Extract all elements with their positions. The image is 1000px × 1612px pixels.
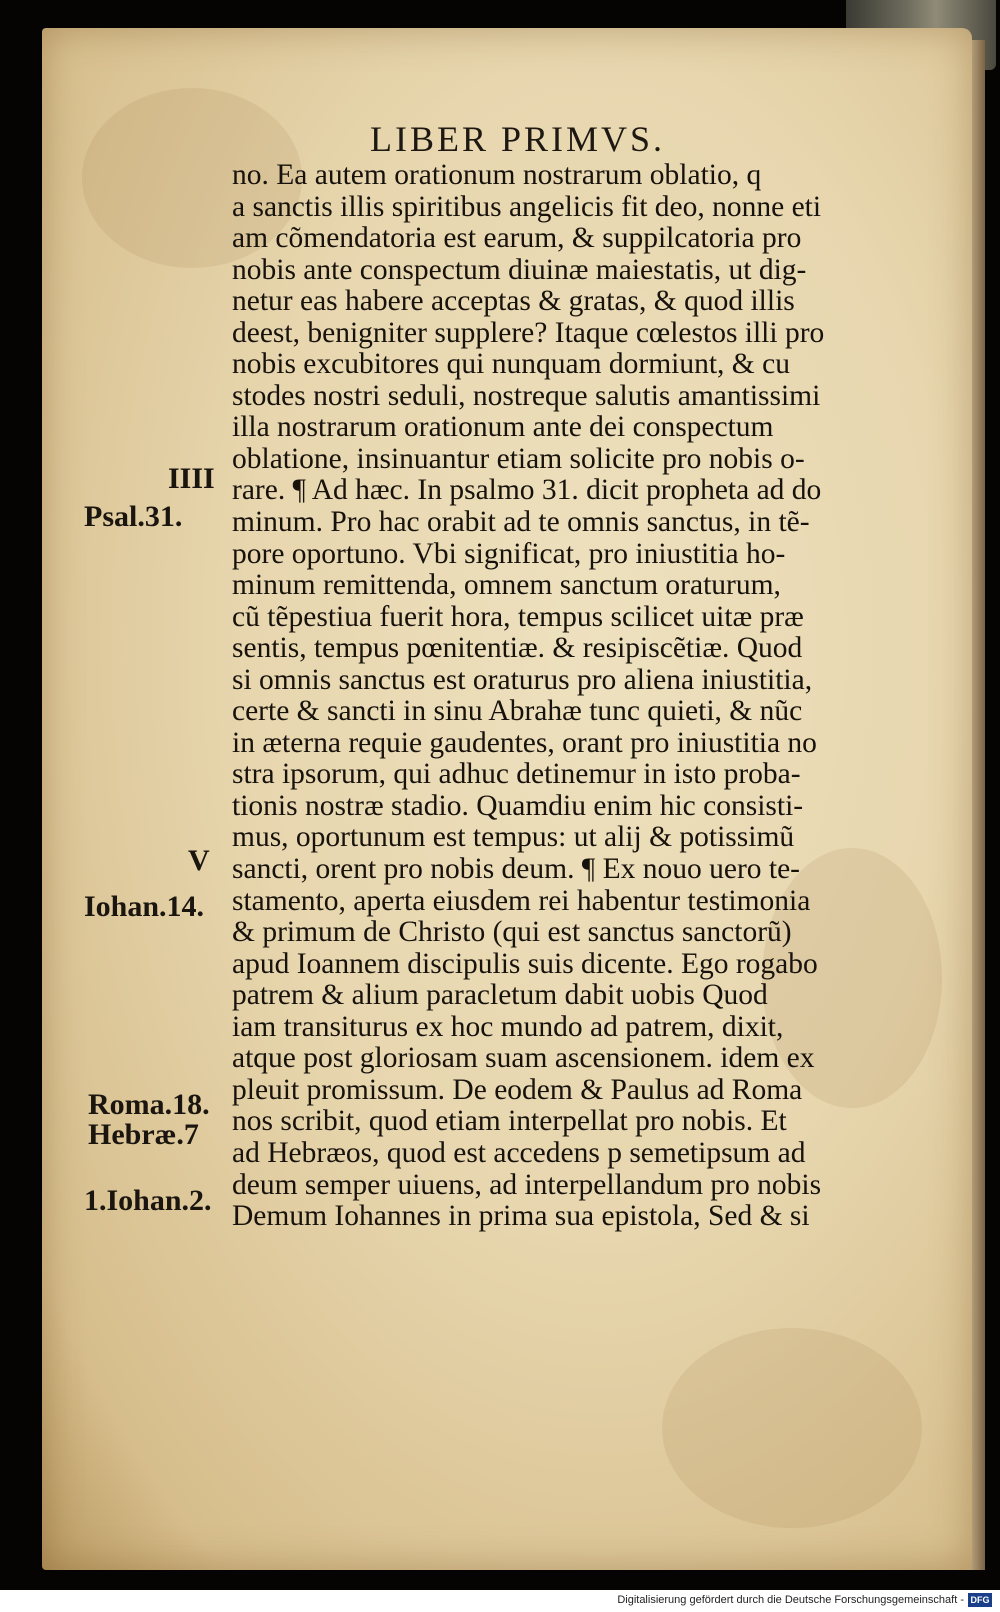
- text-line: ad Hebræos, quod est accedens p semetipsum ad: [232, 1136, 806, 1169]
- text-line: & primum de Christo (qui est sanctus sanctorũ): [232, 916, 792, 949]
- text-line: atque post gloriosam suam ascensionem. idem ex: [232, 1042, 815, 1075]
- margin-ref-hebrews: Hebræ.7: [88, 1118, 199, 1151]
- text-line: stra ipsorum, qui adhuc detinemur in isto proba-: [232, 758, 801, 791]
- text-line: mus, oportunum est tempus: ut alij & potissimũ: [232, 821, 795, 854]
- dfg-logo: DFG: [968, 1593, 992, 1607]
- text-line: stamento, aperta eiusdem rei habentur testimonia: [232, 884, 811, 917]
- text-line: oblatione, insinuantur etiam solicite pro nobis o-: [232, 442, 805, 475]
- text-line: sentis, tempus pœnitentiæ. & resipiscẽtiæ. Quod: [232, 632, 803, 665]
- text-line: am cõmendatoria est earum, & suppilcatoria pro: [232, 222, 802, 255]
- running-head: LIBER PRIMVS.: [370, 119, 666, 159]
- text-line: deum semper uiuens, ad interpellandum pro nobis: [232, 1168, 822, 1201]
- text-line: rare. ¶ Ad hæc. In psalmo 31. dicit propheta ad do: [232, 474, 822, 507]
- paper-stain: [662, 1328, 922, 1528]
- text-line: no. Ea autem orationum nostrarum oblatio, q: [232, 159, 762, 191]
- margin-ref-psalm: Psal.31.: [84, 500, 183, 533]
- text-line: nobis excubitores qui nunquam dormiunt, & cu: [232, 348, 790, 381]
- text-line: stodes nostri seduli, nostreque salutis amantissimi: [232, 379, 821, 412]
- text-line: tionis nostræ stadio. Quamdiu enim hic consisti-: [232, 789, 804, 822]
- text-line: pore oportuno. Vbi significat, pro iniustitia ho-: [232, 537, 786, 570]
- text-line: patrem & alium paracletum dabit uobis Quod: [232, 979, 768, 1012]
- text-line: si omnis sanctus est oraturus pro aliena iniustitia,: [232, 663, 813, 696]
- body-text: [232, 160, 892, 1233]
- text-line: pleuit promissum. De eodem & Paulus ad Roma: [232, 1073, 803, 1106]
- text-line: Demum Iohannes in prima sua epistola, Sed & si: [232, 1200, 810, 1233]
- text-line: cũ tẽpestiua fuerit hora, tempus scilicet uitæ præ: [232, 600, 804, 633]
- margin-ref-romans: Roma.18.: [88, 1088, 210, 1121]
- text-line: in æterna requie gaudentes, orant pro iniustitia no: [232, 726, 817, 759]
- text-line: minum. Pro hac orabit ad te omnis sanctus, in tẽ-: [232, 506, 810, 539]
- margin-numeral-v: V: [188, 844, 210, 877]
- text-line: nobis ante conspectum diuinæ maiestatis, ut dig-: [232, 253, 807, 286]
- text-line: netur eas habere acceptas & gratas, & quod illis: [232, 285, 795, 318]
- text-line: nos scribit, quod etiam interpellat pro nobis. Et: [232, 1105, 787, 1138]
- text-line: illa nostrarum orationum ante dei conspectum: [232, 411, 774, 444]
- margin-ref-john: Iohan.14.: [84, 890, 205, 923]
- text-line: certe & sancti in sinu Abrahæ tunc quieti, & nũc: [232, 695, 803, 728]
- text-line: a sanctis illis spiritibus angelicis fit deo, nonne eti: [232, 190, 822, 223]
- digitization-credit: Digitalisierung gefördert durch die Deutsche Forschungsgemeinschaft -: [617, 1594, 964, 1606]
- margin-ref-first-john: 1.Iohan.2.: [84, 1184, 212, 1217]
- margin-numeral-iv: IIII: [168, 462, 215, 495]
- text-line: iam transiturus ex hoc mundo ad patrem, dixit,: [232, 1010, 784, 1043]
- text-line: minum remittenda, omnem sanctum oraturum,: [232, 569, 781, 602]
- text-line: apud Ioannem discipulis suis dicente. Ego rogabo: [232, 947, 818, 980]
- text-line: sancti, orent pro nobis deum. ¶ Ex nouo uero te-: [232, 853, 801, 886]
- text-line: deest, benigniter supplere? Itaque cœlestos illi pro: [232, 316, 825, 349]
